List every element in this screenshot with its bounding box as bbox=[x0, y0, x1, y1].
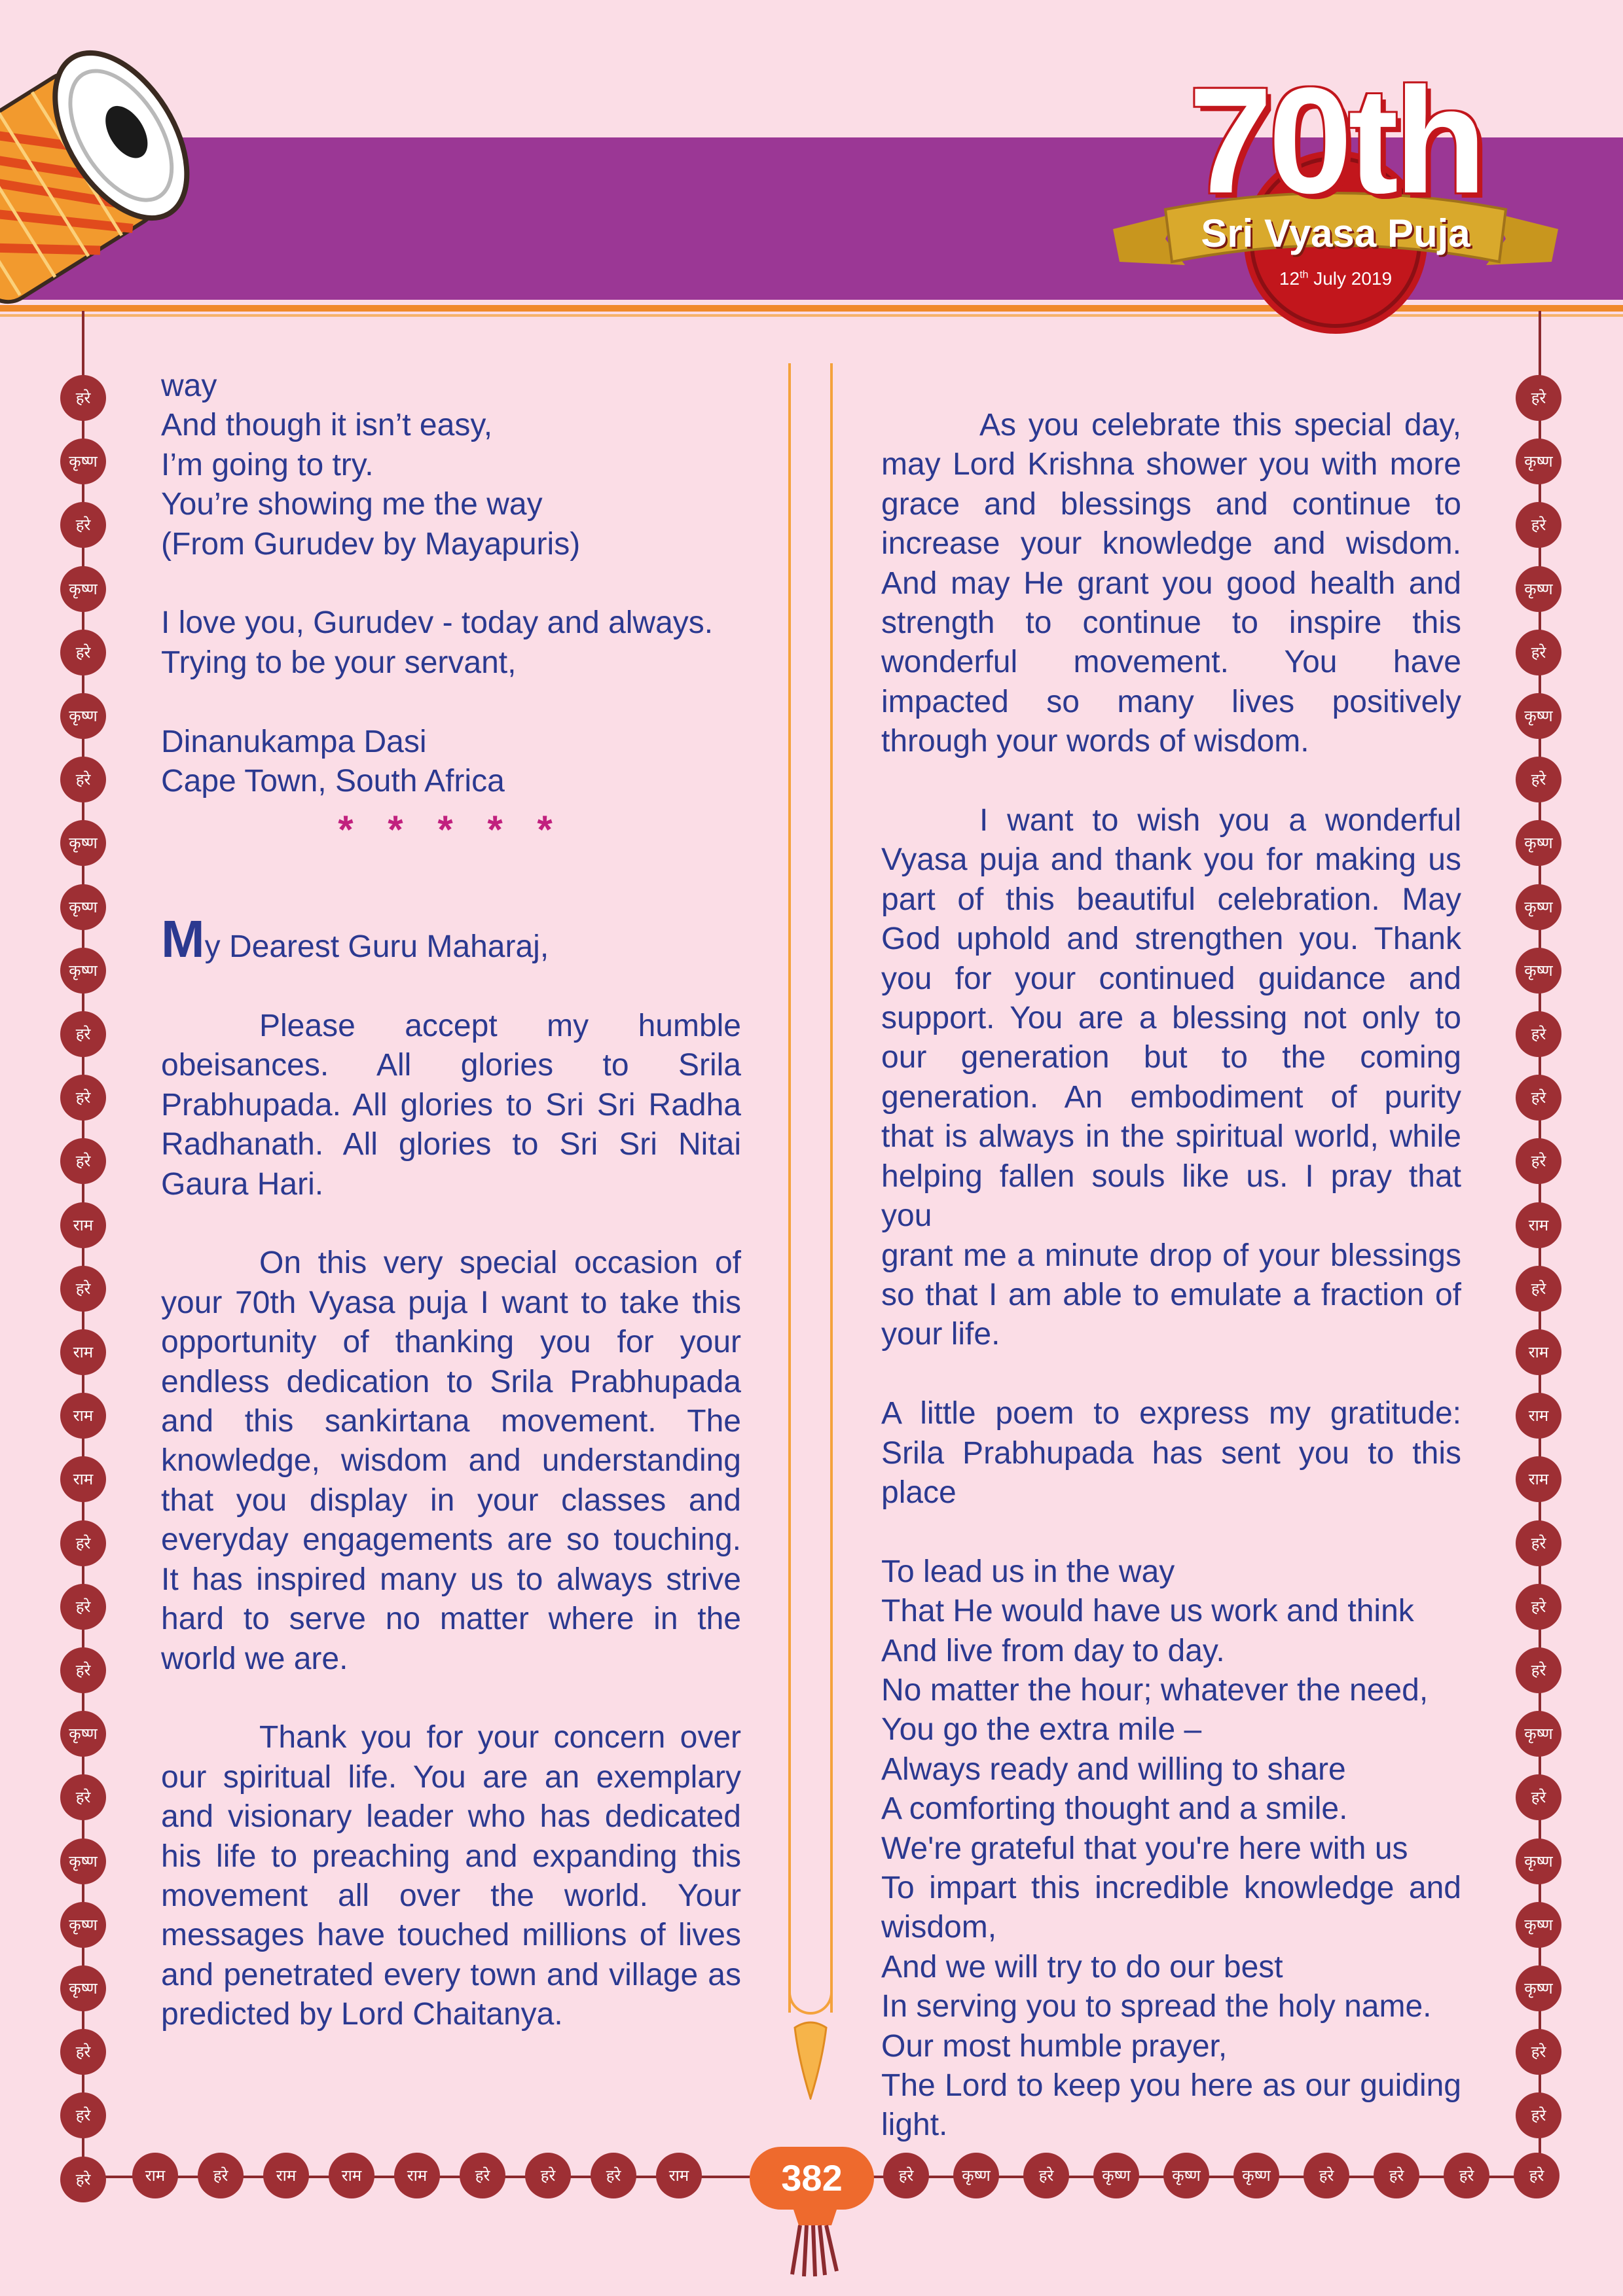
mantra-bead: राम bbox=[394, 2153, 440, 2198]
mantra-bead: राम bbox=[1516, 1456, 1561, 1502]
text-line: You’re showing me the way bbox=[161, 487, 543, 522]
text-line: our spiritual life. You are an exemplary bbox=[161, 1759, 741, 1795]
text-line: (From Gurudev by Mayapuris) bbox=[161, 526, 581, 562]
text-line: I love you, Gurudev - today and always. bbox=[161, 605, 714, 641]
letter-paragraph-1 bbox=[161, 1007, 741, 1204]
mantra-bead: हरे bbox=[60, 1584, 106, 1630]
text-line: obeisances. All glories to Srila bbox=[161, 1048, 741, 1083]
mantra-bead: कृष्ण bbox=[1516, 1902, 1561, 1948]
mantra-bead: कृष्ण bbox=[60, 439, 106, 484]
mantra-bead: कृष्ण bbox=[1516, 693, 1561, 739]
drop-cap: M bbox=[161, 910, 205, 969]
mantra-bead: हरे bbox=[460, 2153, 505, 2198]
mantra-bead: हरे bbox=[1516, 1011, 1561, 1057]
anniversary-number: 70th bbox=[1188, 56, 1483, 224]
text-line: Thank you for your concern over bbox=[259, 1720, 741, 1755]
mantra-bead: कृष्ण bbox=[1516, 884, 1561, 930]
text-line: his life to preaching and expanding this bbox=[161, 1839, 741, 1874]
mantra-bead: कृष्ण bbox=[953, 2153, 999, 2198]
mantra-bead: हरे bbox=[1516, 630, 1561, 675]
text-line: Cape Town, South Africa bbox=[161, 764, 505, 799]
mantra-bead: हरे bbox=[60, 2157, 106, 2202]
text-line: endless dedication to Srila Prabhupada bbox=[161, 1364, 741, 1399]
text-line: movement all over the world. Your bbox=[161, 1878, 741, 1913]
text-line: knowledge, wisdom and understanding bbox=[161, 1443, 741, 1479]
mantra-bead: राम bbox=[132, 2153, 178, 2198]
text-line: That He would have us work and think bbox=[881, 1594, 1414, 1629]
mantra-bead: हरे bbox=[60, 1520, 106, 1566]
text-line: wonderful movement. You have bbox=[881, 645, 1461, 680]
mantra-bead: कृष्ण bbox=[1516, 948, 1561, 994]
text-line: and penetrated every town and village as bbox=[161, 1957, 741, 1992]
mantra-bead: हरे bbox=[1514, 2153, 1559, 2198]
badge-date: 12th July 2019 bbox=[1279, 268, 1393, 289]
text-line: To lead us in the way bbox=[881, 1554, 1175, 1589]
mantra-bead: कृष्ण bbox=[1233, 2153, 1279, 2198]
text-line: impacted so many lives positively bbox=[881, 684, 1461, 719]
text-line: Srila Prabhupada has sent you to this bbox=[881, 1435, 1461, 1471]
mantra-bead: कृष्ण bbox=[60, 948, 106, 994]
text-line: And live from day to day. bbox=[881, 1633, 1225, 1668]
mantra-bead: हरे bbox=[1444, 2153, 1489, 2198]
mantra-bead: हरे bbox=[60, 630, 106, 675]
mantra-bead: हरे bbox=[1023, 2153, 1069, 2198]
mantra-bead: हरे bbox=[1516, 1138, 1561, 1184]
text-line: helping fallen souls like us. I pray that you bbox=[881, 1158, 1461, 1234]
text-line: Gaura Hari. bbox=[161, 1166, 324, 1202]
text-line: Always ready and willing to share bbox=[881, 1751, 1346, 1787]
mantra-bead: राम bbox=[60, 1456, 106, 1502]
gratitude-poem bbox=[881, 1552, 1461, 2145]
mantra-bead: हरे bbox=[60, 1011, 106, 1057]
text-line: support. You are a blessing not only to bbox=[881, 1001, 1461, 1036]
mantra-bead: राम bbox=[60, 1202, 106, 1248]
text-line: We're grateful that you're here with us bbox=[881, 1831, 1408, 1866]
text-line: messages have touched millions of lives bbox=[161, 1918, 741, 1953]
mantra-bead: राम bbox=[263, 2153, 309, 2198]
column-divider-left bbox=[788, 363, 791, 2013]
mantra-bead: कृष्ण bbox=[60, 693, 106, 739]
section-separator: * * * * * bbox=[338, 808, 564, 852]
mantra-bead: हरे bbox=[1516, 375, 1561, 421]
right-column bbox=[881, 406, 1461, 2145]
mantra-bead: हरे bbox=[1374, 2153, 1419, 2198]
text-line: Radhanath. All glories to Sri Sri Nitai bbox=[161, 1127, 741, 1162]
text-line: your 70th Vyasa puja I want to take this bbox=[161, 1285, 741, 1320]
text-line: You go the extra mile – bbox=[881, 1712, 1202, 1748]
mantra-bead: हरे bbox=[1516, 1584, 1561, 1630]
mantra-bead: कृष्ण bbox=[1516, 1711, 1561, 1757]
text-line: I want to wish you a wonderful bbox=[979, 803, 1461, 838]
mantra-bead: हरे bbox=[1516, 2029, 1561, 2075]
mantra-bead: कृष्ण bbox=[1516, 820, 1561, 866]
mantra-bead: कृष्ण bbox=[60, 1839, 106, 1884]
mantra-bead: हरे bbox=[60, 757, 106, 802]
text-line: No matter the hour; whatever the need, bbox=[881, 1672, 1429, 1708]
text-line: On this very special occasion of bbox=[259, 1246, 741, 1281]
tassel-icon bbox=[786, 2206, 845, 2278]
text-line: increase your knowledge and wisdom. bbox=[881, 526, 1461, 562]
mantra-bead: कृष्ण bbox=[60, 1902, 106, 1948]
letter-paragraph-2 bbox=[161, 1244, 741, 1678]
mantra-bead: हरे bbox=[60, 1138, 106, 1184]
text-line: so that I am able to emulate a fraction of bbox=[881, 1277, 1461, 1312]
mantra-bead: हरे bbox=[60, 375, 106, 421]
text-line: world we are. bbox=[161, 1641, 348, 1676]
mantra-bead: हरे bbox=[60, 1647, 106, 1693]
text-line: The Lord to keep you here as our guiding bbox=[881, 2068, 1461, 2104]
letter-paragraph-4 bbox=[881, 406, 1461, 762]
text-line: Our most humble prayer, bbox=[881, 2028, 1228, 2064]
mantra-bead: हरे bbox=[1516, 2092, 1561, 2138]
mantra-bead: हरे bbox=[60, 1075, 106, 1121]
text-line: everyday engagements are so touching. bbox=[161, 1522, 741, 1558]
text-line: hard to serve no matter where in the bbox=[161, 1602, 741, 1637]
text-line: you for your continued guidance and bbox=[881, 961, 1461, 996]
text-line: And though it isn’t easy, bbox=[161, 408, 493, 443]
mantra-bead: हरे bbox=[60, 1266, 106, 1312]
text-line: part of this beautiful celebration. May bbox=[881, 882, 1461, 917]
text-line: and visionary leader who has dedicated bbox=[161, 1799, 741, 1835]
mantra-bead: कृष्ण bbox=[60, 1711, 106, 1757]
left-column bbox=[161, 367, 741, 2035]
text-line: God uphold and strengthen you. Thank bbox=[881, 922, 1461, 957]
mantra-bead: राम bbox=[60, 1329, 106, 1375]
mantra-bead: कृष्ण bbox=[1163, 2153, 1209, 2198]
column-divider-right bbox=[830, 363, 833, 2013]
mantra-bead: हरे bbox=[60, 2029, 106, 2075]
mantra-bead: कृष्ण bbox=[60, 1965, 106, 2011]
page-number: 382 bbox=[750, 2147, 874, 2210]
text-line: that is always in the spiritual world, while bbox=[881, 1119, 1461, 1155]
letter-paragraph-5 bbox=[881, 801, 1461, 1355]
text-line: through your words of wisdom. bbox=[881, 724, 1309, 759]
mantra-bead: हरे bbox=[1516, 1647, 1561, 1693]
text-line: Prabhupada. All glories to Sri Sri Radha bbox=[161, 1087, 741, 1122]
mantra-bead: राम bbox=[656, 2153, 702, 2198]
text-line: and this sankirtana movement. The bbox=[161, 1404, 741, 1439]
tilak-drop-icon bbox=[792, 2021, 829, 2100]
mantra-bead: हरे bbox=[198, 2153, 244, 2198]
text-line: may Lord Krishna shower you with more bbox=[881, 447, 1461, 482]
vyasa-puja-badge bbox=[1106, 56, 1565, 340]
mantra-bead: हरे bbox=[60, 502, 106, 548]
text-line: generation. An embodiment of purity bbox=[881, 1079, 1461, 1115]
mantra-bead: राम bbox=[1516, 1329, 1561, 1375]
text-line: Vyasa puja and thank you for making us bbox=[881, 842, 1461, 878]
text-line: And may He grant you good health and bbox=[881, 565, 1461, 601]
text-line: I’m going to try. bbox=[161, 447, 374, 482]
mantra-bead: कृष्ण bbox=[1516, 1839, 1561, 1884]
mantra-bead: कृष्ण bbox=[1516, 439, 1561, 484]
mantra-bead: कृष्ण bbox=[1093, 2153, 1139, 2198]
text-line: It has inspired many us to always strive bbox=[161, 1562, 741, 1597]
mantra-bead: राम bbox=[60, 1393, 106, 1439]
mantra-bead: कृष्ण bbox=[60, 820, 106, 866]
mantra-bead: हरे bbox=[60, 1774, 106, 1820]
text-line: Dinanukampa Dasi bbox=[161, 724, 427, 759]
badge-title: Sri Vyasa Puja bbox=[1201, 211, 1470, 255]
mantra-bead: हरे bbox=[525, 2153, 571, 2198]
letter-paragraph-3 bbox=[161, 1718, 741, 2034]
text-line: A little poem to express my gratitude: bbox=[881, 1396, 1461, 1431]
text-line: place bbox=[881, 1475, 957, 1510]
text-line: light. bbox=[881, 2108, 948, 2143]
text-line: Trying to be your servant, bbox=[161, 645, 517, 680]
mridanga-drum-icon bbox=[0, 0, 210, 340]
poem-tail bbox=[161, 367, 741, 564]
salutation bbox=[161, 910, 741, 969]
mantra-bead: कृष्ण bbox=[60, 884, 106, 930]
mantra-bead: हरे bbox=[60, 2092, 106, 2138]
mantra-bead: हरे bbox=[1516, 502, 1561, 548]
text-line: As you celebrate this special day, bbox=[979, 408, 1461, 442]
text-line: In serving you to spread the holy name. bbox=[881, 1989, 1432, 2024]
text-line: wisdom, bbox=[881, 1910, 997, 1945]
text-line: our generation but to the coming bbox=[881, 1040, 1461, 1075]
text-line: way bbox=[161, 368, 217, 403]
column-divider-loop bbox=[788, 1977, 833, 2015]
text-line: that you display in your classes and bbox=[161, 1482, 741, 1518]
text-line: grace and blessings and continue to bbox=[881, 486, 1461, 522]
mantra-bead: कृष्ण bbox=[60, 566, 106, 612]
mantra-bead: हरे bbox=[1516, 1520, 1561, 1566]
mantra-bead: राम bbox=[1516, 1202, 1561, 1248]
text-line: your life. bbox=[881, 1317, 1000, 1352]
mantra-bead: हरे bbox=[1516, 757, 1561, 802]
salutation-text: y Dearest Guru Maharaj, bbox=[204, 929, 549, 965]
mantra-bead: राम bbox=[329, 2153, 374, 2198]
signature bbox=[161, 723, 741, 802]
poem-intro bbox=[881, 1394, 1461, 1513]
mantra-bead: राम bbox=[1516, 1393, 1561, 1439]
mantra-bead: हरे bbox=[1516, 1266, 1561, 1312]
closing bbox=[161, 603, 741, 683]
text-line: And we will try to do our best bbox=[881, 1949, 1283, 1984]
text-line: opportunity of thanking you for your bbox=[161, 1325, 741, 1360]
mantra-bead: हरे bbox=[591, 2153, 636, 2198]
mantra-bead: हरे bbox=[1516, 1075, 1561, 1121]
text-line: predicted by Lord Chaitanya. bbox=[161, 1997, 563, 2032]
text-line: To impart this incredible knowledge and bbox=[881, 1870, 1461, 1905]
mantra-bead: हरे bbox=[1516, 1774, 1561, 1820]
text-line: Please accept my humble bbox=[259, 1009, 741, 1044]
text-line: strength to continue to inspire this bbox=[881, 605, 1461, 641]
mantra-bead: कृष्ण bbox=[1516, 1965, 1561, 2011]
text-line: A comforting thought and a smile. bbox=[881, 1791, 1348, 1827]
mantra-bead: हरे bbox=[883, 2153, 929, 2198]
text-line: grant me a minute drop of your blessings bbox=[881, 1238, 1461, 1273]
mantra-bead: हरे bbox=[1304, 2153, 1349, 2198]
mantra-bead: कृष्ण bbox=[1516, 566, 1561, 612]
